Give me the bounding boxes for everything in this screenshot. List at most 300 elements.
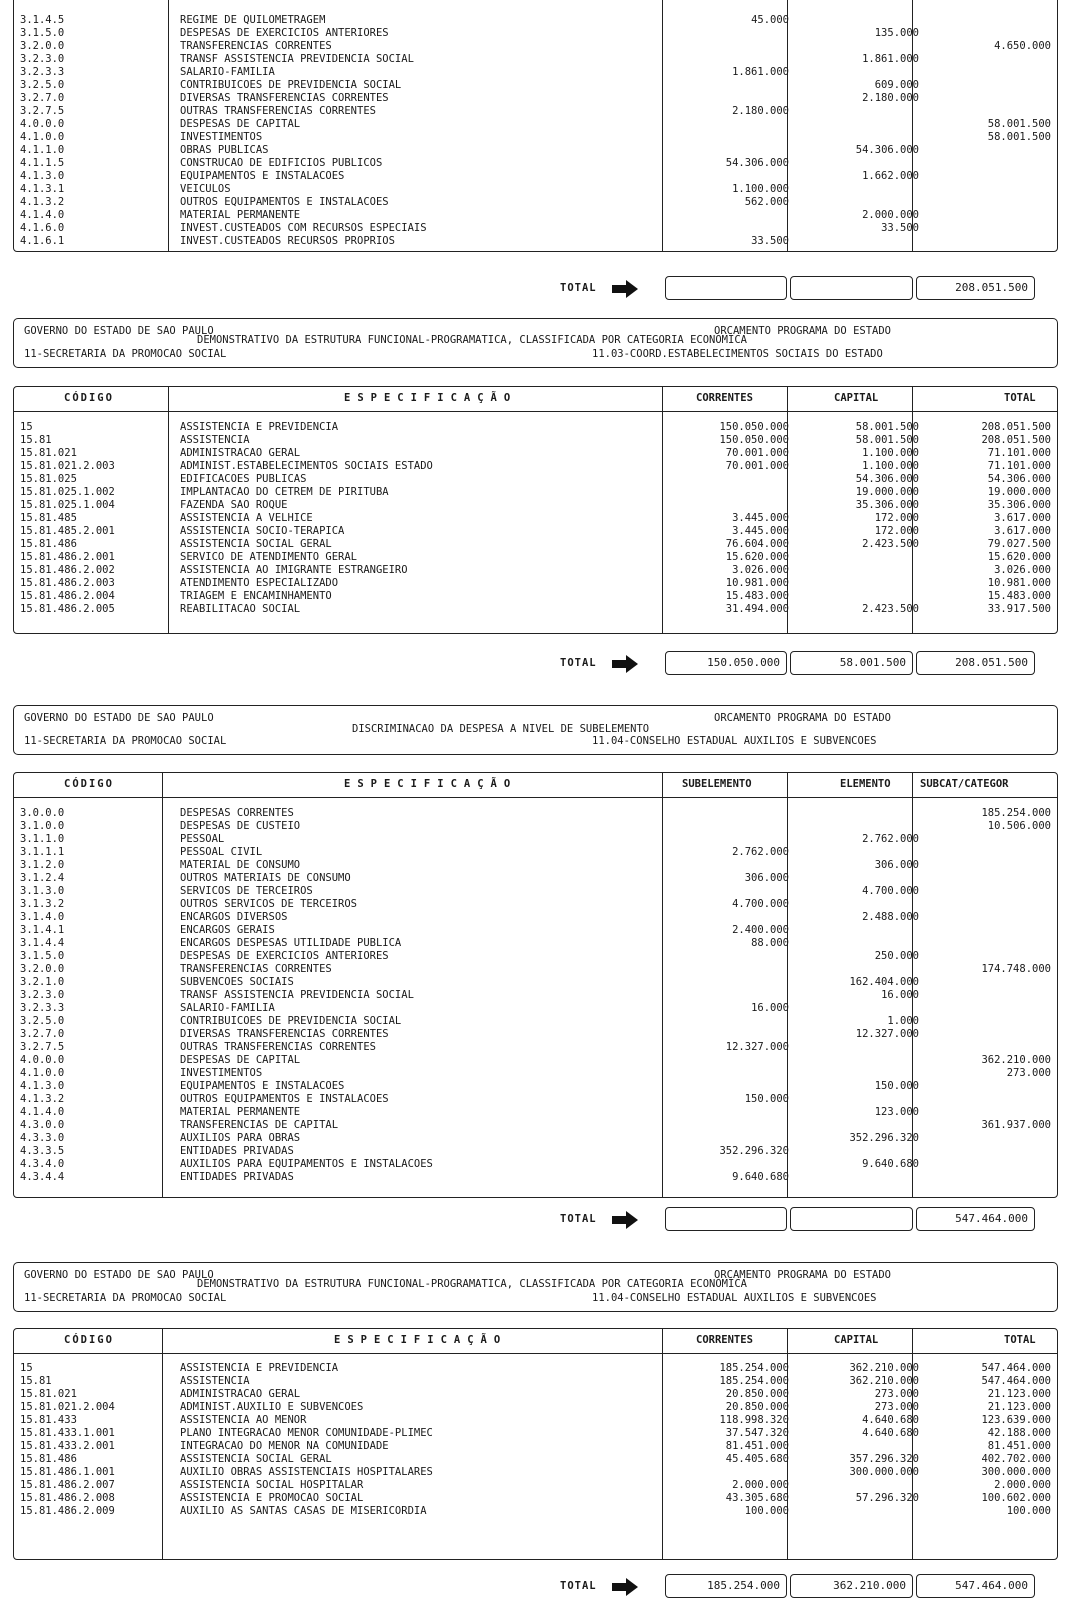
row-value-b: 300.000.000 (849, 1466, 919, 1478)
header-budget-name: ORCAMENTO PROGRAMA DO ESTADO (714, 325, 892, 337)
total-label: TOTAL (560, 282, 597, 294)
row-value-b: 2.000.000 (862, 209, 919, 221)
row-code: 15.81.021 (20, 447, 77, 459)
row-specification: OUTROS EQUIPAMENTOS E INSTALACOES (180, 1093, 389, 1105)
functional-programmatic-table (13, 1328, 1058, 1560)
row-code: 15.81.486 (20, 1453, 77, 1465)
total-b: 362.210.000 (790, 1574, 913, 1598)
table-row (14, 1041, 1057, 1054)
table-row (14, 911, 1057, 924)
row-code: 3.2.5.0 (20, 79, 65, 91)
row-value-b: 123.000 (874, 1106, 919, 1118)
row-value-b: 2.423.500 (862, 538, 919, 550)
table-row (14, 1119, 1057, 1132)
table-row (14, 421, 1057, 434)
row-specification: ASSISTENCIA (180, 434, 250, 446)
row-code: 3.1.5.0 (20, 27, 65, 39)
row-value-b: 54.306.000 (855, 144, 919, 156)
row-value-c: 100.000 (1006, 1505, 1051, 1517)
row-code: 3.1.4.4 (20, 937, 65, 949)
table-body (14, 807, 1057, 1184)
row-code: 15.81.021 (20, 1388, 77, 1400)
row-value-c: 185.254.000 (981, 807, 1051, 819)
table-row (14, 603, 1057, 616)
table-row (14, 1080, 1057, 1093)
row-code: 3.2.0.0 (20, 963, 65, 975)
arrow-right-icon (612, 1578, 638, 1596)
table-row (14, 486, 1057, 499)
row-specification: INVEST.CUSTEADOS RECURSOS PROPRIOS (180, 235, 395, 247)
col-header-spec: ESPECIFICAÇÃO (344, 778, 518, 790)
col-header-c: TOTAL (1004, 1334, 1036, 1346)
table-row (14, 53, 1057, 66)
table-row (14, 976, 1057, 989)
row-value-c: 208.051.500 (981, 421, 1051, 433)
row-specification: DESPESAS DE CUSTEIO (180, 820, 301, 832)
row-value-a: 9.640.680 (732, 1171, 789, 1183)
row-code: 4.1.4.0 (20, 1106, 65, 1118)
row-code: 15.81.021.2.003 (20, 460, 115, 472)
header-block (13, 318, 1058, 368)
row-value-a: 150.000 (744, 1093, 789, 1105)
row-specification: CONSTRUCAO DE EDIFICIOS PUBLICOS (180, 157, 383, 169)
row-value-a: 1.100.000 (732, 183, 789, 195)
row-specification: IMPLANTACAO DO CETREM DE PIRITUBA (180, 486, 389, 498)
row-code: 4.1.3.0 (20, 170, 65, 182)
row-value-b: 12.327.000 (855, 1028, 919, 1040)
row-value-c: 21.123.000 (987, 1388, 1051, 1400)
row-value-b: 1.000 (887, 1015, 919, 1027)
row-value-b: 35.306.000 (855, 499, 919, 511)
total-a (665, 1207, 787, 1231)
row-code: 4.1.0.0 (20, 1067, 65, 1079)
row-value-c: 71.101.000 (987, 447, 1051, 459)
total-a: 185.254.000 (665, 1574, 787, 1598)
row-specification: INVESTIMENTOS (180, 131, 263, 143)
row-value-c: 3.617.000 (994, 525, 1051, 537)
row-code: 3.2.7.0 (20, 1028, 65, 1040)
table-row (14, 222, 1057, 235)
arrow-right-icon (612, 280, 638, 298)
row-specification: REGIME DE QUILOMETRAGEM (180, 14, 326, 26)
row-value-a: 118.998.320 (719, 1414, 789, 1426)
table-row (14, 989, 1057, 1002)
row-code: 15.81.433.2.001 (20, 1440, 115, 1452)
table-row (14, 460, 1057, 473)
row-specification: PLANO INTEGRACAO MENOR COMUNIDADE-PLIMEC (180, 1427, 433, 1439)
header-government: GOVERNO DO ESTADO DE SAO PAULO (24, 712, 214, 724)
table-row (14, 434, 1057, 447)
row-value-a: 306.000 (744, 872, 789, 884)
row-value-a: 562.000 (744, 196, 789, 208)
row-value-a: 43.305.680 (725, 1492, 789, 1504)
row-code: 4.3.3.0 (20, 1132, 65, 1144)
row-code: 3.2.7.5 (20, 105, 65, 117)
row-specification: AUXILIOS PARA OBRAS (180, 1132, 301, 1144)
table-row (14, 1015, 1057, 1028)
row-value-a: 16.000 (751, 1002, 789, 1014)
table-row (14, 79, 1057, 92)
row-code: 15.81 (20, 434, 52, 446)
subelement-discrimination-table (13, 772, 1058, 1198)
row-specification: SALARIO-FAMILIA (180, 66, 275, 78)
row-value-a: 3.445.000 (732, 525, 789, 537)
row-code: 15.81.486.2.007 (20, 1479, 115, 1491)
total-c: 547.464.000 (916, 1574, 1035, 1598)
row-code: 4.0.0.0 (20, 1054, 65, 1066)
row-specification: ASSISTENCIA SOCIAL HOSPITALAR (180, 1479, 364, 1491)
row-value-b: 352.296.320 (849, 1132, 919, 1144)
row-value-a: 2.762.000 (732, 846, 789, 858)
row-value-c: 81.451.000 (987, 1440, 1051, 1452)
row-value-c: 208.051.500 (981, 434, 1051, 446)
row-code: 15 (20, 421, 33, 433)
total-b: 58.001.500 (790, 651, 913, 675)
row-value-c: 4.650.000 (994, 40, 1051, 52)
row-specification: MATERIAL PERMANENTE (180, 1106, 301, 1118)
row-specification: DESPESAS DE EXERCICIOS ANTERIORES (180, 950, 389, 962)
header-secretariat: 11-SECRETARIA DA PROMOCAO SOCIAL (24, 1292, 227, 1304)
row-code: 4.3.4.0 (20, 1158, 65, 1170)
table-row (14, 1171, 1057, 1184)
row-code: 15.81.486.2.008 (20, 1492, 115, 1504)
row-value-b: 4.640.680 (862, 1427, 919, 1439)
table-row (14, 14, 1057, 27)
row-value-b: 58.001.500 (855, 434, 919, 446)
table-row (14, 1375, 1057, 1388)
row-value-b: 57.296.320 (855, 1492, 919, 1504)
row-value-a: 37.547.320 (725, 1427, 789, 1439)
row-code: 4.1.1.0 (20, 144, 65, 156)
row-value-a: 150.050.000 (719, 421, 789, 433)
row-code: 4.3.3.5 (20, 1145, 65, 1157)
row-specification: ADMINISTRACAO GERAL (180, 1388, 301, 1400)
table-row (14, 40, 1057, 53)
table-row (14, 1388, 1057, 1401)
row-value-c: 123.639.000 (981, 1414, 1051, 1426)
row-code: 4.0.0.0 (20, 118, 65, 130)
row-code: 4.1.6.1 (20, 235, 65, 247)
row-specification: VEICULOS (180, 183, 231, 195)
table-row (14, 859, 1057, 872)
table-row (14, 66, 1057, 79)
row-value-a: 45.405.680 (725, 1453, 789, 1465)
table-row (14, 807, 1057, 820)
row-specification: TRIAGEM E ENCAMINHAMENTO (180, 590, 332, 602)
table-row (14, 1145, 1057, 1158)
row-value-b: 2.762.000 (862, 833, 919, 845)
col-header-b: CAPITAL (834, 392, 879, 404)
row-specification: CONTRIBUICOES DE PREVIDENCIA SOCIAL (180, 1015, 402, 1027)
row-value-a: 150.050.000 (719, 434, 789, 446)
table-row (14, 1401, 1057, 1414)
row-value-a: 70.001.000 (725, 447, 789, 459)
row-value-b: 273.000 (874, 1388, 919, 1400)
table-row (14, 564, 1057, 577)
table-row (14, 131, 1057, 144)
row-code: 15.81.486.2.003 (20, 577, 115, 589)
row-code: 15.81.486.2.004 (20, 590, 115, 602)
arrow-right-icon (612, 655, 638, 673)
row-code: 15.81.485.2.001 (20, 525, 115, 537)
table-row (14, 538, 1057, 551)
row-specification: TRANSFERENCIAS DE CAPITAL (180, 1119, 339, 1131)
row-value-c: 71.101.000 (987, 460, 1051, 472)
table-row (14, 820, 1057, 833)
row-code: 3.2.1.0 (20, 976, 65, 988)
table-row (14, 209, 1057, 222)
row-value-c: 300.000.000 (981, 1466, 1051, 1478)
table-row (14, 1054, 1057, 1067)
table-row (14, 1093, 1057, 1106)
row-value-b: 33.500 (881, 222, 919, 234)
table-row (14, 1106, 1057, 1119)
header-government: GOVERNO DO ESTADO DE SAO PAULO (24, 1269, 214, 1281)
row-code: 4.1.4.0 (20, 209, 65, 221)
row-code: 15.81.486 (20, 538, 77, 550)
header-government: GOVERNO DO ESTADO DE SAO PAULO (24, 325, 214, 337)
row-specification: DESPESAS CORRENTES (180, 807, 294, 819)
row-specification: CONTRIBUICOES DE PREVIDENCIA SOCIAL (180, 79, 402, 91)
table-row (14, 1479, 1057, 1492)
row-value-c: 100.602.000 (981, 1492, 1051, 1504)
row-code: 15 (20, 1362, 33, 1374)
row-code: 15.81.433 (20, 1414, 77, 1426)
total-c: 547.464.000 (916, 1207, 1035, 1231)
table-row (14, 924, 1057, 937)
table-row (14, 1427, 1057, 1440)
row-specification: OUTRAS TRANSFERENCIAS CORRENTES (180, 105, 376, 117)
row-value-b: 172.000 (874, 525, 919, 537)
table-row (14, 885, 1057, 898)
row-specification: SERVICOS DE TERCEIROS (180, 885, 313, 897)
table-row (14, 963, 1057, 976)
table-row (14, 1067, 1057, 1080)
row-code: 4.1.3.2 (20, 1093, 65, 1105)
row-code: 3.2.7.5 (20, 1041, 65, 1053)
row-value-a: 31.494.000 (725, 603, 789, 615)
row-code: 3.1.3.0 (20, 885, 65, 897)
header-title: DEMONSTRATIVO DA ESTRUTURA FUNCIONAL-PROGRAMATICA, CLASSIFICADA POR CATEGORIA ECONOMICA (197, 1278, 747, 1290)
row-value-a: 15.483.000 (725, 590, 789, 602)
row-value-a: 2.180.000 (732, 105, 789, 117)
row-specification: OUTROS SERVICOS DE TERCEIROS (180, 898, 358, 910)
row-value-a: 76.604.000 (725, 538, 789, 550)
row-value-b: 362.210.000 (849, 1375, 919, 1387)
table-body (14, 1362, 1057, 1518)
row-code: 15.81 (20, 1375, 52, 1387)
row-specification: ATENDIMENTO ESPECIALIZADO (180, 577, 339, 589)
row-value-b: 273.000 (874, 1401, 919, 1413)
col-header-b: CAPITAL (834, 1334, 879, 1346)
row-value-a: 352.296.320 (719, 1145, 789, 1157)
table-row (14, 1002, 1057, 1015)
row-code: 3.2.0.0 (20, 40, 65, 52)
col-header-spec: ESPECIFICAÇÃO (334, 1334, 508, 1346)
total-b (790, 276, 913, 300)
row-specification: INVEST.CUSTEADOS COM RECURSOS ESPECIAIS (180, 222, 427, 234)
row-code: 3.2.3.3 (20, 1002, 65, 1014)
row-value-b: 162.404.000 (849, 976, 919, 988)
col-header-code: CÓDIGO (64, 778, 114, 790)
row-value-c: 15.620.000 (987, 551, 1051, 563)
row-value-c: 21.123.000 (987, 1401, 1051, 1413)
row-value-a: 33.500 (751, 235, 789, 247)
table-row (14, 1466, 1057, 1479)
table-row (14, 118, 1057, 131)
table-row (14, 950, 1057, 963)
row-value-c: 174.748.000 (981, 963, 1051, 975)
row-code: 3.1.4.0 (20, 911, 65, 923)
table-row (14, 27, 1057, 40)
row-value-b: 362.210.000 (849, 1362, 919, 1374)
row-code: 15.81.021.2.004 (20, 1401, 115, 1413)
row-value-b: 4.640.680 (862, 1414, 919, 1426)
row-specification: OUTRAS TRANSFERENCIAS CORRENTES (180, 1041, 376, 1053)
header-unit: 11.04-CONSELHO ESTADUAL AUXILIOS E SUBVENCOES (592, 1292, 877, 1304)
row-specification: ADMINISTRACAO GERAL (180, 447, 301, 459)
row-value-c: 3.617.000 (994, 512, 1051, 524)
row-value-c: 19.000.000 (987, 486, 1051, 498)
row-specification: TRANSF ASSISTENCIA PREVIDENCIA SOCIAL (180, 53, 414, 65)
row-value-a: 70.001.000 (725, 460, 789, 472)
row-specification: ASSISTENCIA A VELHICE (180, 512, 313, 524)
row-code: 15.81.025.1.004 (20, 499, 115, 511)
row-code: 3.2.5.0 (20, 1015, 65, 1027)
table-row (14, 1158, 1057, 1171)
row-code: 3.1.5.0 (20, 950, 65, 962)
row-code: 3.2.3.0 (20, 53, 65, 65)
header-unit: 11.04-CONSELHO ESTADUAL AUXILIOS E SUBVENCOES (592, 735, 877, 747)
row-code: 15.81.025.1.002 (20, 486, 115, 498)
row-specification: ADMINIST.ESTABELECIMENTOS SOCIAIS ESTADO (180, 460, 433, 472)
row-specification: INVESTIMENTOS (180, 1067, 263, 1079)
table-row (14, 92, 1057, 105)
table-row (14, 551, 1057, 564)
table-row (14, 525, 1057, 538)
row-code: 4.1.0.0 (20, 131, 65, 143)
row-specification: DESPESAS DE CAPITAL (180, 1054, 301, 1066)
row-value-c: 58.001.500 (987, 118, 1051, 130)
row-value-b: 1.100.000 (862, 447, 919, 459)
row-specification: MATERIAL DE CONSUMO (180, 859, 301, 871)
row-value-a: 185.254.000 (719, 1375, 789, 1387)
row-code: 4.1.3.1 (20, 183, 65, 195)
row-value-c: 33.917.500 (987, 603, 1051, 615)
row-value-c: 2.000.000 (994, 1479, 1051, 1491)
table-row (14, 144, 1057, 157)
row-code: 4.3.0.0 (20, 1119, 65, 1131)
row-value-a: 1.861.000 (732, 66, 789, 78)
row-value-b: 135.000 (874, 27, 919, 39)
row-value-c: 79.027.500 (987, 538, 1051, 550)
table-row (14, 1505, 1057, 1518)
col-header-b: ELEMENTO (840, 778, 891, 790)
row-code: 15.81.486.2.001 (20, 551, 115, 563)
col-header-c: TOTAL (1004, 392, 1036, 404)
table-row (14, 170, 1057, 183)
row-code: 15.81.025 (20, 473, 77, 485)
row-specification: AUXILIO AS SANTAS CASAS DE MISERICORDIA (180, 1505, 427, 1517)
row-value-c: 42.188.000 (987, 1427, 1051, 1439)
row-value-a: 10.981.000 (725, 577, 789, 589)
row-specification: MATERIAL PERMANENTE (180, 209, 301, 221)
row-specification: EDIFICACOES PUBLICAS (180, 473, 307, 485)
header-budget-name: ORCAMENTO PROGRAMA DO ESTADO (714, 712, 892, 724)
table-row (14, 235, 1057, 248)
total-label: TOTAL (560, 1213, 597, 1225)
total-c: 208.051.500 (916, 651, 1035, 675)
col-header-c: SUBCAT/CATEGOR (920, 778, 1009, 790)
row-specification: SALARIO-FAMILIA (180, 1002, 275, 1014)
header-block (13, 1262, 1058, 1312)
row-value-c: 58.001.500 (987, 131, 1051, 143)
row-value-a: 4.700.000 (732, 898, 789, 910)
row-value-c: 10.981.000 (987, 577, 1051, 589)
row-specification: INTEGRACAO DO MENOR NA COMUNIDADE (180, 1440, 389, 1452)
row-code: 15.81.486.2.005 (20, 603, 115, 615)
row-value-b: 1.662.000 (862, 170, 919, 182)
row-specification: TRANSFERENCIAS CORRENTES (180, 963, 332, 975)
row-code: 3.2.3.0 (20, 989, 65, 1001)
row-specification: DESPESAS DE CAPITAL (180, 118, 301, 130)
row-value-c: 547.464.000 (981, 1375, 1051, 1387)
row-code: 4.1.1.5 (20, 157, 65, 169)
table-row (14, 157, 1057, 170)
row-code: 4.3.4.4 (20, 1171, 65, 1183)
row-code: 4.1.6.0 (20, 222, 65, 234)
row-value-b: 1.100.000 (862, 460, 919, 472)
row-specification: DIVERSAS TRANSFERENCIAS CORRENTES (180, 1028, 389, 1040)
row-value-a: 12.327.000 (725, 1041, 789, 1053)
col-header-code: CÓDIGO (64, 1334, 114, 1346)
row-specification: ENCARGOS DESPESAS UTILIDADE PUBLICA (180, 937, 402, 949)
row-value-b: 19.000.000 (855, 486, 919, 498)
row-code: 3.2.3.3 (20, 66, 65, 78)
row-code: 3.1.0.0 (20, 820, 65, 832)
total-c: 208.051.500 (916, 276, 1035, 300)
row-code: 4.1.3.2 (20, 196, 65, 208)
row-specification: SUBVENCOES SOCIAIS (180, 976, 294, 988)
subelement-table-continuation (13, 0, 1058, 252)
row-value-b: 172.000 (874, 512, 919, 524)
row-specification: ADMINIST.AUXILIO E SUBVENCOES (180, 1401, 364, 1413)
total-label: TOTAL (560, 657, 597, 669)
row-specification: DIVERSAS TRANSFERENCIAS CORRENTES (180, 92, 389, 104)
row-code: 15.81.433.1.001 (20, 1427, 115, 1439)
row-code: 3.1.1.0 (20, 833, 65, 845)
row-value-c: 10.506.000 (987, 820, 1051, 832)
table-row (14, 833, 1057, 846)
col-header-code: CÓDIGO (64, 392, 114, 404)
row-value-b: 9.640.680 (862, 1158, 919, 1170)
row-code: 3.0.0.0 (20, 807, 65, 819)
table-row (14, 196, 1057, 209)
row-specification: ENCARGOS DIVERSOS (180, 911, 288, 923)
row-value-c: 35.306.000 (987, 499, 1051, 511)
row-value-a: 100.000 (744, 1505, 789, 1517)
row-specification: AUXILIO OBRAS ASSISTENCIAIS HOSPITALARES (180, 1466, 433, 1478)
row-specification: TRANSF ASSISTENCIA PREVIDENCIA SOCIAL (180, 989, 414, 1001)
row-value-b: 4.700.000 (862, 885, 919, 897)
row-value-b: 609.000 (874, 79, 919, 91)
row-specification: OBRAS PUBLICAS (180, 144, 269, 156)
row-code: 15.81.485 (20, 512, 77, 524)
col-header-spec: ESPECIFICAÇÃO (344, 392, 518, 404)
table-row (14, 1362, 1057, 1375)
row-specification: OUTROS EQUIPAMENTOS E INSTALACOES (180, 196, 389, 208)
row-value-c: 402.702.000 (981, 1453, 1051, 1465)
